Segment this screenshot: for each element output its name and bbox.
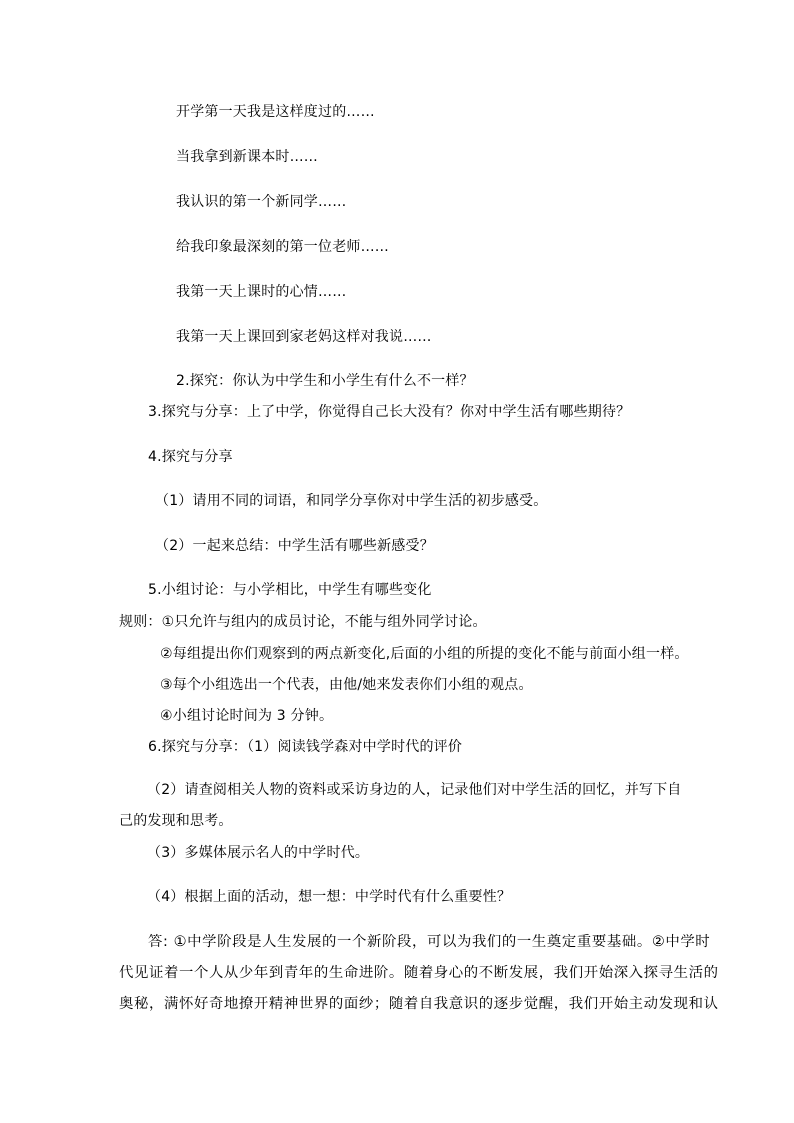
prompt-first-day: 开学第一天我是这样度过的…… (176, 104, 375, 120)
item-5-rule-4: ④小组讨论时间为 3 分钟。 (160, 708, 334, 724)
item-6-question-2-line-1: （2）请查阅相关人物的资料或采访身边的人，记录他们对中学生活的回忆，并写下自 (147, 782, 682, 798)
item-4-question-2: （2）一起来总结：中学生活有哪些新感受？ (155, 538, 434, 554)
item-6-question-4: （4）根据上面的活动，想一想：中学时代有什么重要性？ (147, 889, 512, 905)
item-5-title: 5.小组讨论：与小学相比，中学生有哪些变化 (148, 582, 432, 598)
item-6-question-3: （3）多媒体展示名人的中学时代。 (147, 845, 370, 861)
item-5-rule-1: 规则：①只允许与组内的成员讨论，不能与组外同学讨论。 (119, 614, 487, 630)
prompt-first-classmate: 我认识的第一个新同学…… (176, 194, 347, 210)
prompt-first-teacher: 给我印象最深刻的第一位老师…… (176, 239, 389, 255)
item-4-question-1: （1）请用不同的词语，和同学分享你对中学生活的初步感受。 (155, 493, 548, 509)
item-5-rule-2: ②每组提出你们观察到的两点新变化,后面的小组的所提的变化不能与前面小组一样。 (160, 646, 689, 662)
item-5-rule-3: ③每个小组选出一个代表，由他/她来发表你们小组的观点。 (160, 677, 533, 693)
answer-line-1: 答: ①中学阶段是人生发展的一个新阶段，可以为我们的一生奠定重要基础。②中学时 (148, 934, 711, 950)
item-6-title: 6.探究与分享：（1）阅读钱学森对中学时代的评价 (148, 739, 463, 755)
prompt-new-textbook: 当我拿到新课本时…… (176, 149, 318, 165)
item-6-question-2-line-2: 己的发现和思考。 (119, 813, 233, 829)
prompt-first-class-mood: 我第一天上课时的心情…… (176, 284, 347, 300)
answer-line-2: 代见证着一个人从少年到青年的生命进阶。随着身心的不断发展，我们开始深入探寻生活的 (119, 965, 719, 981)
prompt-mom-said: 我第一天上课回到家老妈这样对我说…… (176, 329, 432, 345)
item-4-title: 4.探究与分享 (148, 449, 233, 465)
answer-line-3: 奥秘，满怀好奇地撩开精神世界的面纱；随着自我意识的逐步觉醒，我们开始主动发现和认 (119, 996, 719, 1012)
item-2-explore: 2.探究：你认为中学生和小学生有什么不一样？ (176, 373, 474, 389)
item-3-explore-share: 3.探究与分享：上了中学，你觉得自己长大没有？你对中学生活有哪些期待？ (148, 404, 631, 420)
